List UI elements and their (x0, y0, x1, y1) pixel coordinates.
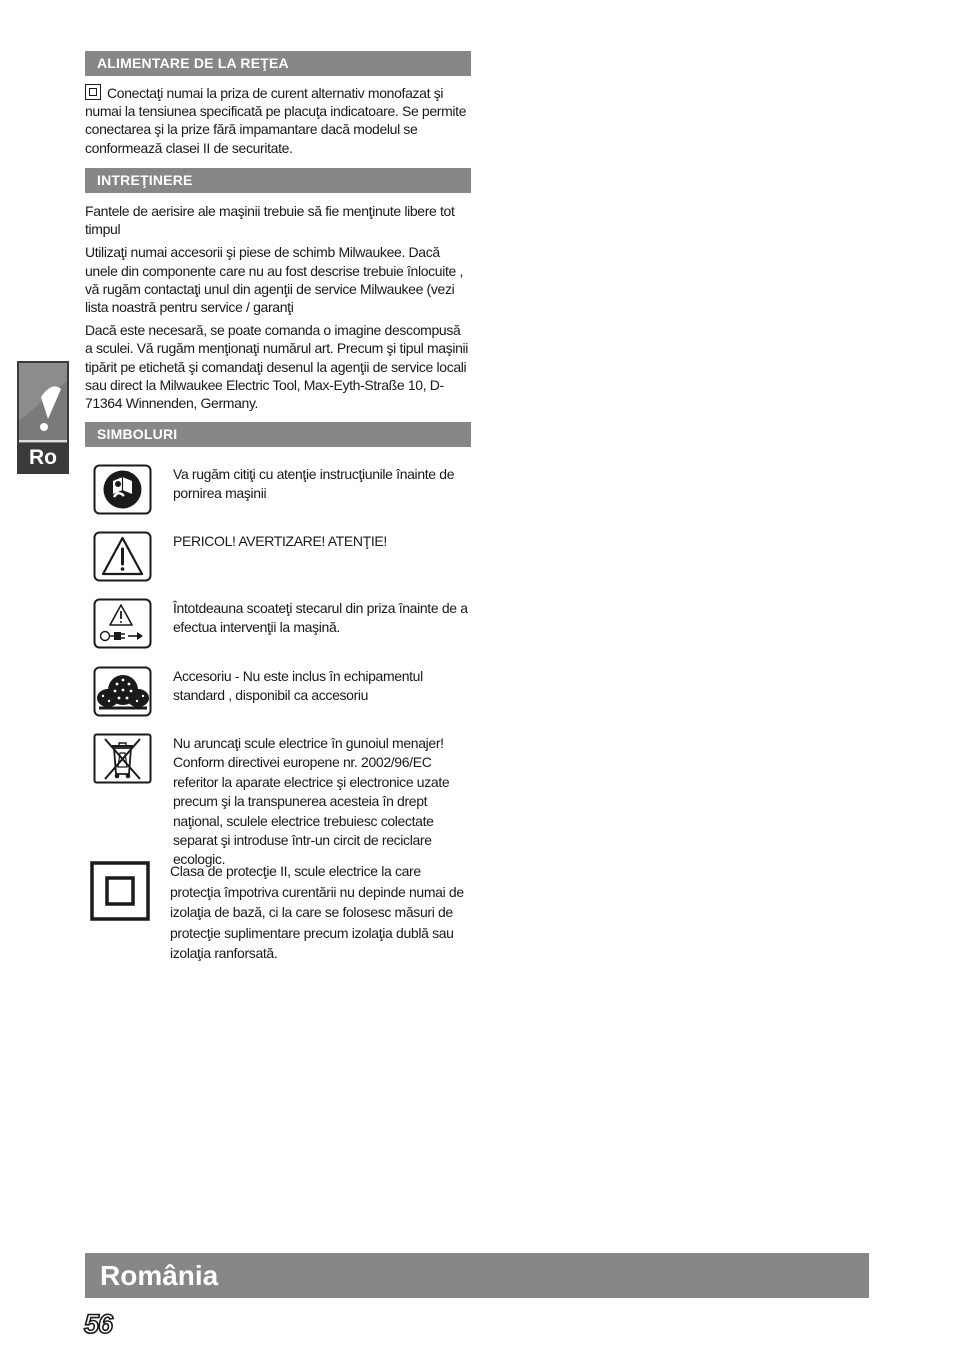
power-text-block (85, 84, 471, 162)
protection-class-2-icon (90, 861, 150, 921)
symbol-text-read-manual: Va rugăm citiţi cu atenţie instrucţiunile înainte de pornirea maşinii (173, 466, 455, 502)
maintenance-paragraph-2: Utilizaţi numai accesorii şi piese de schimb Milwaukee. Dacă unele din componente care nu au fost descrise trebuie înlocuite , vă rugăm contactaţi unul din agenţii de service Milwaukee (vezi lista noastră pentru service / garanţi (85, 244, 464, 316)
power-text: Conectaţi numai la priza de curent alternativ monofazat şi numai la tensiunea specificată pe placuţa indicatoare. Se permite conectarea şi la prize fără impamantare dacă modelul se conformează clasei II de securitate. (85, 85, 467, 156)
side-tab-label: Ro (29, 446, 57, 469)
section-header-maintenance: INTREŢINERE (85, 168, 471, 193)
warning-triangle-icon (93, 531, 153, 583)
page-number: 56 (84, 1309, 113, 1339)
unplug-warning-icon (93, 598, 153, 650)
accessory-icon (93, 666, 153, 718)
symbol-text-warning: PERICOL! AVERTIZARE! ATENŢIE! (173, 533, 387, 549)
maintenance-paragraph-3: Dacă este necesară, se poate comanda o imagine descompusă a sculei. Vă rugăm menţionaţi numărul art. Precum şi tipul maşinii tipărit pe etichetă şi comandaţi desenul la agenţii de service locali sau direct la Milwaukee Electric Tool, Max-Eyth-Straße 10, D-71364 Winnenden, Germany. (85, 322, 469, 412)
protection-class-2-icon (85, 84, 101, 100)
weee-crossed-bin-icon (93, 733, 153, 785)
section-header-power: ALIMENTARE DE LA REŢEA (85, 51, 471, 76)
section-header-symbols: SIMBOLURI (85, 422, 471, 447)
symbol-text-accessory: Accesoriu - Nu este inclus în echipamentul standard , disponibil ca accesoriu (173, 668, 423, 704)
maintenance-paragraph-1: Fantele de aerisire ale maşinii trebuie să fie menţinute libere tot timpul (85, 203, 455, 238)
symbol-text-protection-class: Clasa de protecţie II, scule electrice la care protecţia împotriva curentării nu depinde numai de izolaţia de bază, ci la care se folosesc măsuri de protecţie suplimentare precum izolaţia dublă sau izolaţia ranforsată. (170, 863, 464, 962)
maintenance-text-block (85, 202, 471, 417)
read-manual-icon (93, 464, 153, 516)
symbol-text-unplug: Întotdeauna scoateţi stecarul din priza înainte de a efectua intervenţii la maşină. (173, 600, 468, 636)
footer-title: România (85, 1253, 869, 1298)
symbol-text-weee: Nu aruncaţi scule electrice în gunoiul menajer! Conform directivei europene nr. 2002/96/EC referitor la aparate electrice şi electronice uzate precum şi la transpunerea acesteia în drept naţional, sculele electrice trebuiesc colectate separat şi introduse într-un circit de reciclare ecologic. (173, 735, 450, 868)
language-side-tab (17, 361, 69, 474)
